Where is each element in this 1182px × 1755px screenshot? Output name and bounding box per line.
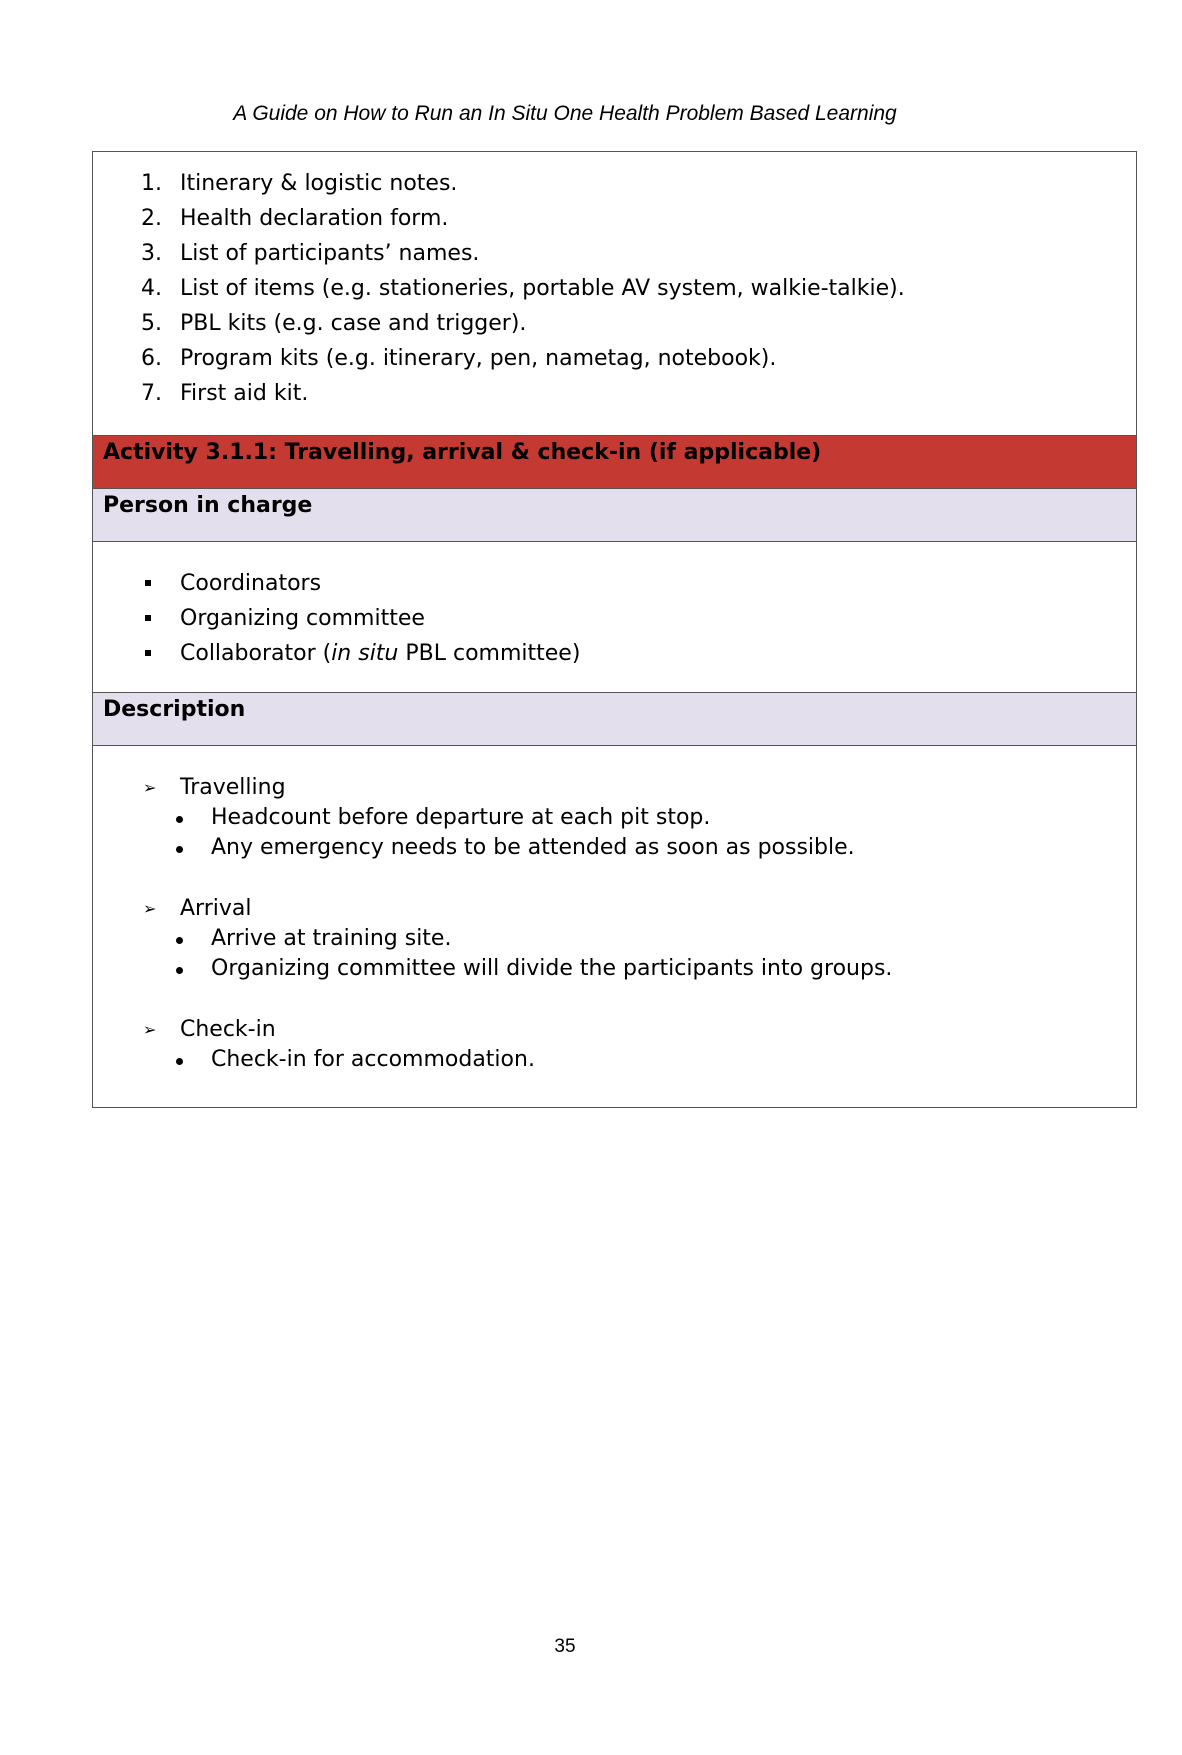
description-group-arrival [93,894,1136,984]
list-item [93,166,1136,201]
running-header: A Guide on How to Run an In Situ One Health Problem Based Learning [233,102,897,125]
square-bullet-icon [145,615,151,621]
description-group-travelling [93,773,1136,863]
items-checklist [93,166,1136,411]
list-item-text-suffix: PBL committee) [398,641,581,666]
list-item [93,833,1136,863]
dot-bullet-icon [176,816,183,823]
person-in-charge-cell [93,542,1136,693]
list-item [93,954,1136,984]
activity-title: Activity 3.1.1: Travelling, arrival & check-in (if applicable) [93,436,1136,489]
list-item [93,1045,1136,1075]
person-in-charge-list [93,566,1136,671]
list-item [93,341,1136,376]
list-item-number: 2. [141,206,162,231]
list-item-text: Headcount before departure at each pit stop. [211,805,711,830]
square-bullet-icon [145,650,151,656]
list-item [93,601,1136,636]
list-item-text: Organizing committee will divide the participants into groups. [211,956,893,981]
list-item-text: Program kits (e.g. itinerary, pen, nametag, notebook). [180,346,777,371]
list-item-number: 7. [141,381,162,406]
list-item [93,271,1136,306]
description-points [93,803,1136,863]
arrow-bullet-icon: ➢ [143,778,157,797]
activity-table [92,151,1137,1108]
list-item [93,236,1136,271]
square-bullet-icon [145,580,151,586]
dot-bullet-icon [176,967,183,974]
list-item [93,803,1136,833]
list-item [93,636,1136,671]
list-item-text: Itinerary & logistic notes. [180,171,458,196]
items-checklist-cell [93,152,1136,436]
description-cell [93,746,1136,1107]
list-item-number: 1. [141,171,162,196]
group-title-text: Arrival [180,896,252,921]
list-item-text: Check-in for accommodation. [211,1047,535,1072]
page-number: 35 [554,1636,576,1657]
group-title-text: Travelling [180,775,286,800]
description-heading: Description [93,693,1136,746]
dot-bullet-icon [176,1058,183,1065]
list-item-text: List of items (e.g. stationeries, portable AV system, walkie-talkie). [180,276,905,301]
group-title-text: Check-in [180,1017,276,1042]
list-item-text: Arrive at training site. [211,926,452,951]
list-item-text: First aid kit. [180,381,309,406]
list-item-text: Any emergency needs to be attended as soon as possible. [211,835,855,860]
list-item [93,924,1136,954]
description-group-title [93,894,1136,924]
dot-bullet-icon [176,846,183,853]
arrow-bullet-icon: ➢ [143,1020,157,1039]
description-group-title [93,1015,1136,1045]
list-item [93,566,1136,601]
list-item-text-italic: in situ [331,641,399,666]
dot-bullet-icon [176,937,183,944]
list-item-number: 5. [141,311,162,336]
list-item-text: Organizing committee [180,606,425,631]
arrow-bullet-icon: ➢ [143,899,157,918]
description-points [93,1045,1136,1075]
list-item-text-prefix: Collaborator ( [180,641,332,666]
list-item-text: Health declaration form. [180,206,449,231]
person-in-charge-heading: Person in charge [93,489,1136,542]
description-points [93,924,1136,984]
description-group-check-in [93,1015,1136,1075]
list-item [93,306,1136,341]
list-item [93,376,1136,411]
list-item-number: 3. [141,241,162,266]
list-item-text: Coordinators [180,571,322,596]
list-item-number: 4. [141,276,162,301]
description-group-title [93,773,1136,803]
list-item-text: List of participants’ names. [180,241,480,266]
list-item [93,201,1136,236]
list-item-text: PBL kits (e.g. case and trigger). [180,311,527,336]
list-item-number: 6. [141,346,162,371]
